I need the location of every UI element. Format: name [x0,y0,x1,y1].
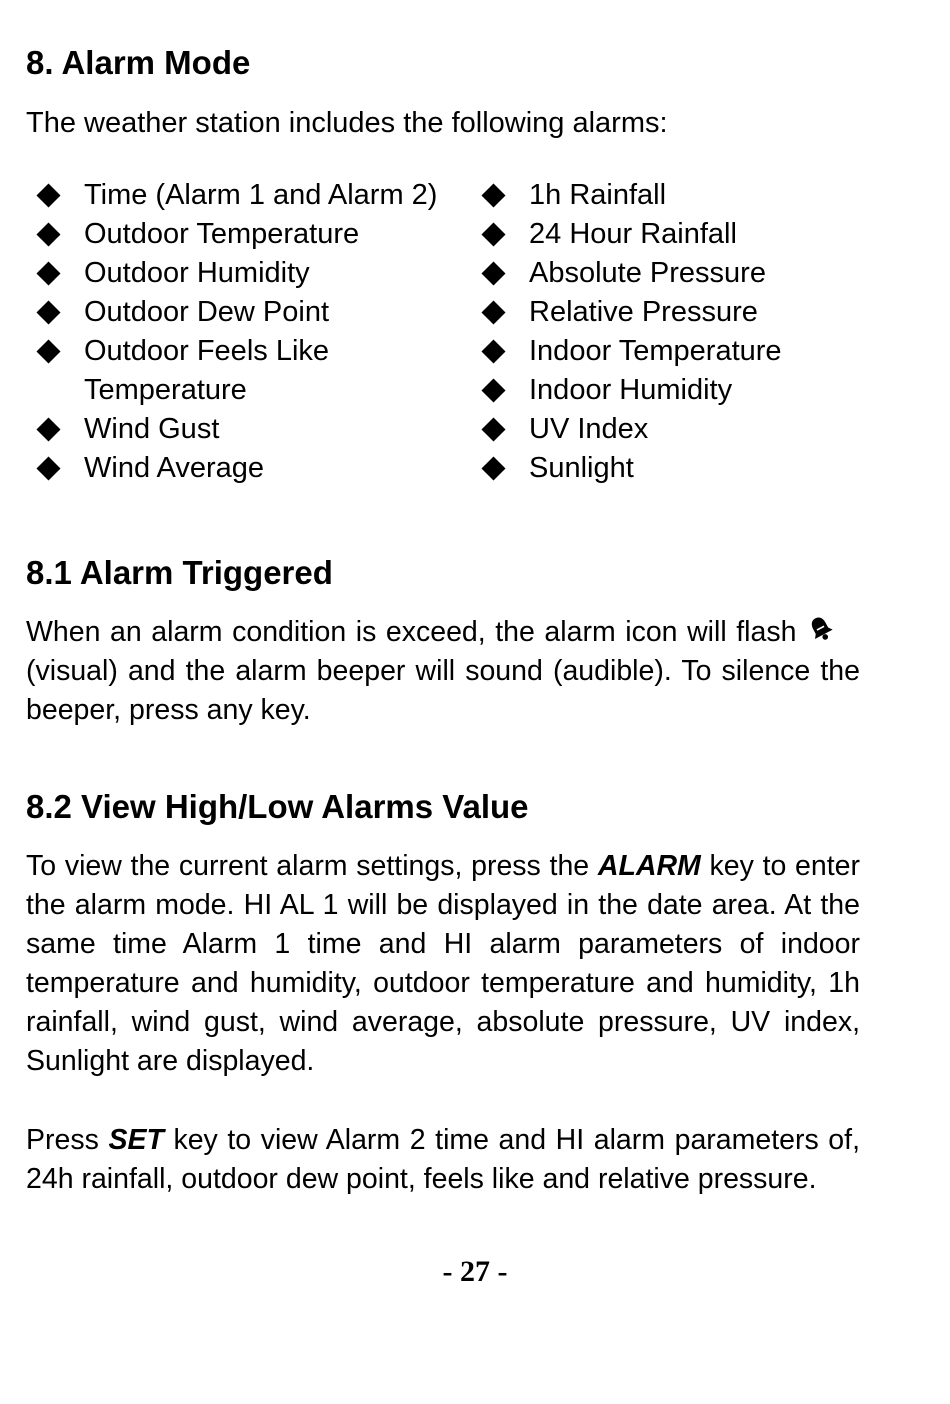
section-heading: 8. Alarm Mode [26,44,251,81]
set-key-paragraph: Press SET key to view Alarm 2 time and HI alarm parameters of, 24h rainfall, outdoor dew point, feels like and relative pressure. [26,1124,860,1195]
diamond-bullet-icon [480,215,506,254]
set-key-label: SET [108,1124,164,1156]
alarm-key-label: ALARM [597,850,701,882]
list-item: 1h Rainfall [471,176,861,215]
list-item: 24 Hour Rainfall [471,215,861,254]
list-item: Wind Gust [26,410,466,449]
diamond-bullet-icon [480,254,506,293]
diamond-bullet-icon [35,215,61,254]
list-item: Indoor Temperature [471,332,861,371]
list-item: Outdoor Temperature [26,215,466,254]
list-item: Indoor Humidity [471,371,861,410]
diamond-bullet-icon [35,293,61,332]
alarm-list-right [471,176,861,488]
intro-text: The weather station includes the following alarms: [26,107,668,139]
list-item: Outdoor Feels Like Temperature [26,332,364,410]
list-item: Outdoor Dew Point [26,293,466,332]
diamond-bullet-icon [480,449,506,488]
alarm-triggered-paragraph: When an alarm condition is exceed, the alarm icon will flash (visual) and the alarm beeper will sound (audible). To silence the beeper, press any key. [26,613,860,730]
subsection-heading-view-alarms: 8.2 View High/Low Alarms Value [26,788,529,825]
list-item: Wind Average [26,449,466,488]
alarm-bell-icon [806,614,836,644]
subsection-heading-alarm-triggered: 8.1 Alarm Triggered [26,554,333,591]
diamond-bullet-icon [35,410,61,449]
diamond-bullet-icon [480,176,506,215]
view-alarms-paragraph: To view the current alarm settings, press the ALARM key to enter the alarm mode. HI AL 1 will be displayed in the date area. At the same time Alarm 1 time and HI alarm parameters of indoor temperature and humidity, outdoor temperature and humidity, 1h rainfall, wind gust, wind average, absolute pressure, UV index, Sunlight are displayed. [26,850,861,1077]
list-item: Outdoor Humidity [26,254,466,293]
list-item: UV Index [471,410,861,449]
list-item: Relative Pressure [471,293,861,332]
diamond-bullet-icon [480,293,506,332]
alarm-list-left [26,176,466,488]
list-item: Absolute Pressure [471,254,861,293]
page-number: - 27 - [442,1255,508,1288]
list-item: Sunlight [471,449,861,488]
list-item: Time (Alarm 1 and Alarm 2) [26,176,466,215]
diamond-bullet-icon [35,176,61,215]
diamond-bullet-icon [35,449,61,488]
diamond-bullet-icon [35,332,61,371]
diamond-bullet-icon [35,254,61,293]
diamond-bullet-icon [480,410,506,449]
diamond-bullet-icon [480,332,506,371]
diamond-bullet-icon [480,371,506,410]
